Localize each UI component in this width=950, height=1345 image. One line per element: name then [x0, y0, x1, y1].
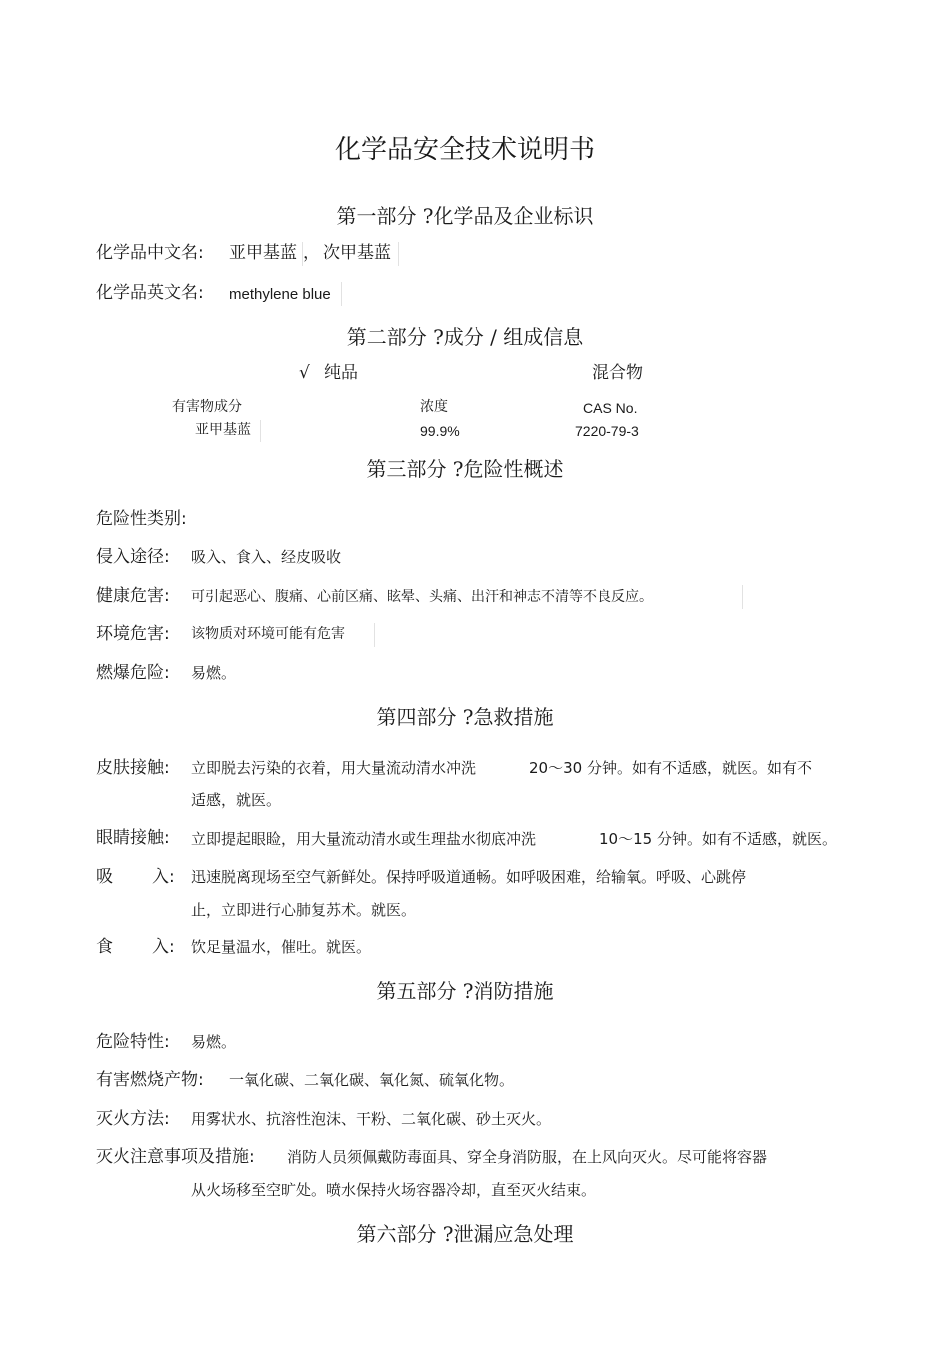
health-hazard-value: 可引起恶心、腹痛、心前区痛、眩晕、头痛、出汗和神志不清等不良反应。 — [191, 589, 653, 605]
skin-contact-value-a: 立即脱去污染的衣着，用大量流动清水冲洗 — [191, 759, 477, 777]
ingestion-label-2: 入: — [152, 937, 175, 957]
cn-name-label: 化学品中文名: — [96, 243, 204, 263]
route-label: 侵入途径: — [96, 547, 170, 567]
field-divider — [260, 420, 261, 442]
inhalation-value-a: 迅速脱离现场至空气新鲜处。保持呼吸道通畅。如呼吸困难，给输氧。呼吸、心跳停 — [191, 868, 747, 886]
en-name-label: 化学品英文名: — [96, 283, 204, 303]
ingestion-label-1: 食 — [96, 937, 113, 957]
col-cas-header: CAS No. — [583, 400, 638, 416]
component-cell: 亚甲基蓝 — [195, 422, 251, 438]
env-hazard-value: 该物质对环境可能有危害 — [191, 626, 345, 642]
eye-contact-label: 眼睛接触: — [96, 828, 170, 848]
col-concentration-header: 浓度 — [420, 399, 448, 415]
extinguish-method-value: 用雾状水、抗溶性泡沫、干粉、二氧化碳、砂土灭火。 — [191, 1110, 552, 1128]
part4-heading: 第四部分 ?急救措施 — [376, 705, 554, 729]
mixture-label: 混合物 — [592, 363, 643, 383]
part5-heading: 第五部分 ?消防措施 — [376, 979, 554, 1003]
health-hazard-label: 健康危害: — [96, 586, 170, 606]
fire-notes-value-a: 消防人员须佩戴防毒面具、穿全身消防服，在上风向灭火。尽可能将容器 — [287, 1148, 768, 1166]
pure-label: 纯品 — [324, 363, 358, 383]
ingestion-value: 饮足量温水，催吐。就医。 — [191, 938, 372, 956]
hazard-char-label: 危险特性: — [96, 1032, 170, 1052]
cn-name-value: 亚甲基蓝 — [229, 243, 297, 263]
route-value: 吸入、食入、经皮吸收 — [191, 548, 342, 566]
skin-contact-value-b: 20～30 分钟。如有不适感，就医。如有不 — [529, 759, 812, 777]
en-name-value: methylene blue — [229, 286, 331, 303]
fire-hazard-value: 易燃。 — [191, 664, 237, 682]
field-divider — [742, 585, 743, 609]
fire-notes-label: 灭火注意事项及措施: — [96, 1147, 255, 1167]
field-divider — [398, 242, 399, 266]
pure-check-mark: √ — [299, 363, 310, 383]
field-divider — [341, 282, 342, 306]
inhalation-label-1: 吸 — [96, 867, 113, 887]
inhalation-value-b: 止，立即进行心肺复苏术。就医。 — [191, 901, 417, 919]
part6-heading: 第六部分 ?泄漏应急处理 — [356, 1222, 574, 1246]
part3-heading: 第三部分 ?危险性概述 — [366, 457, 564, 481]
skin-contact-label: 皮肤接触: — [96, 758, 170, 778]
col-component-header: 有害物成分 — [172, 399, 242, 415]
cn-name-value-2: 次甲基蓝 — [323, 243, 391, 263]
fire-notes-value-b: 从火场移至空旷处。喷水保持火场容器冷却，直至灭火结束。 — [191, 1181, 597, 1199]
document-title: 化学品安全技术说明书 — [334, 135, 595, 165]
cas-cell: 7220-79-3 — [575, 423, 639, 439]
cn-name-separator: ， — [303, 243, 320, 263]
combustion-products-value: 一氧化碳、二氧化碳、氧化氮、硫氧化物。 — [229, 1071, 515, 1089]
extinguish-method-label: 灭火方法: — [96, 1109, 170, 1129]
concentration-cell: 99.9% — [420, 423, 460, 439]
eye-contact-value-a: 立即提起眼睑，用大量流动清水或生理盐水彻底冲洗 — [191, 830, 537, 848]
combustion-products-label: 有害燃烧产物: — [96, 1070, 204, 1090]
fire-hazard-label: 燃爆危险: — [96, 663, 170, 683]
eye-contact-value-b: 10～15 分钟。如有不适感，就医。 — [599, 830, 837, 848]
hazard-class-label: 危险性类别: — [96, 509, 187, 529]
field-divider — [374, 623, 375, 647]
inhalation-label-2: 入: — [152, 867, 175, 887]
skin-contact-value-c: 适感，就医。 — [191, 791, 282, 809]
part2-heading: 第二部分 ?成分 / 组成信息 — [346, 325, 584, 349]
env-hazard-label: 环境危害: — [96, 624, 170, 644]
hazard-char-value: 易燃。 — [191, 1033, 237, 1051]
part1-heading: 第一部分 ?化学品及企业标识 — [336, 204, 594, 228]
